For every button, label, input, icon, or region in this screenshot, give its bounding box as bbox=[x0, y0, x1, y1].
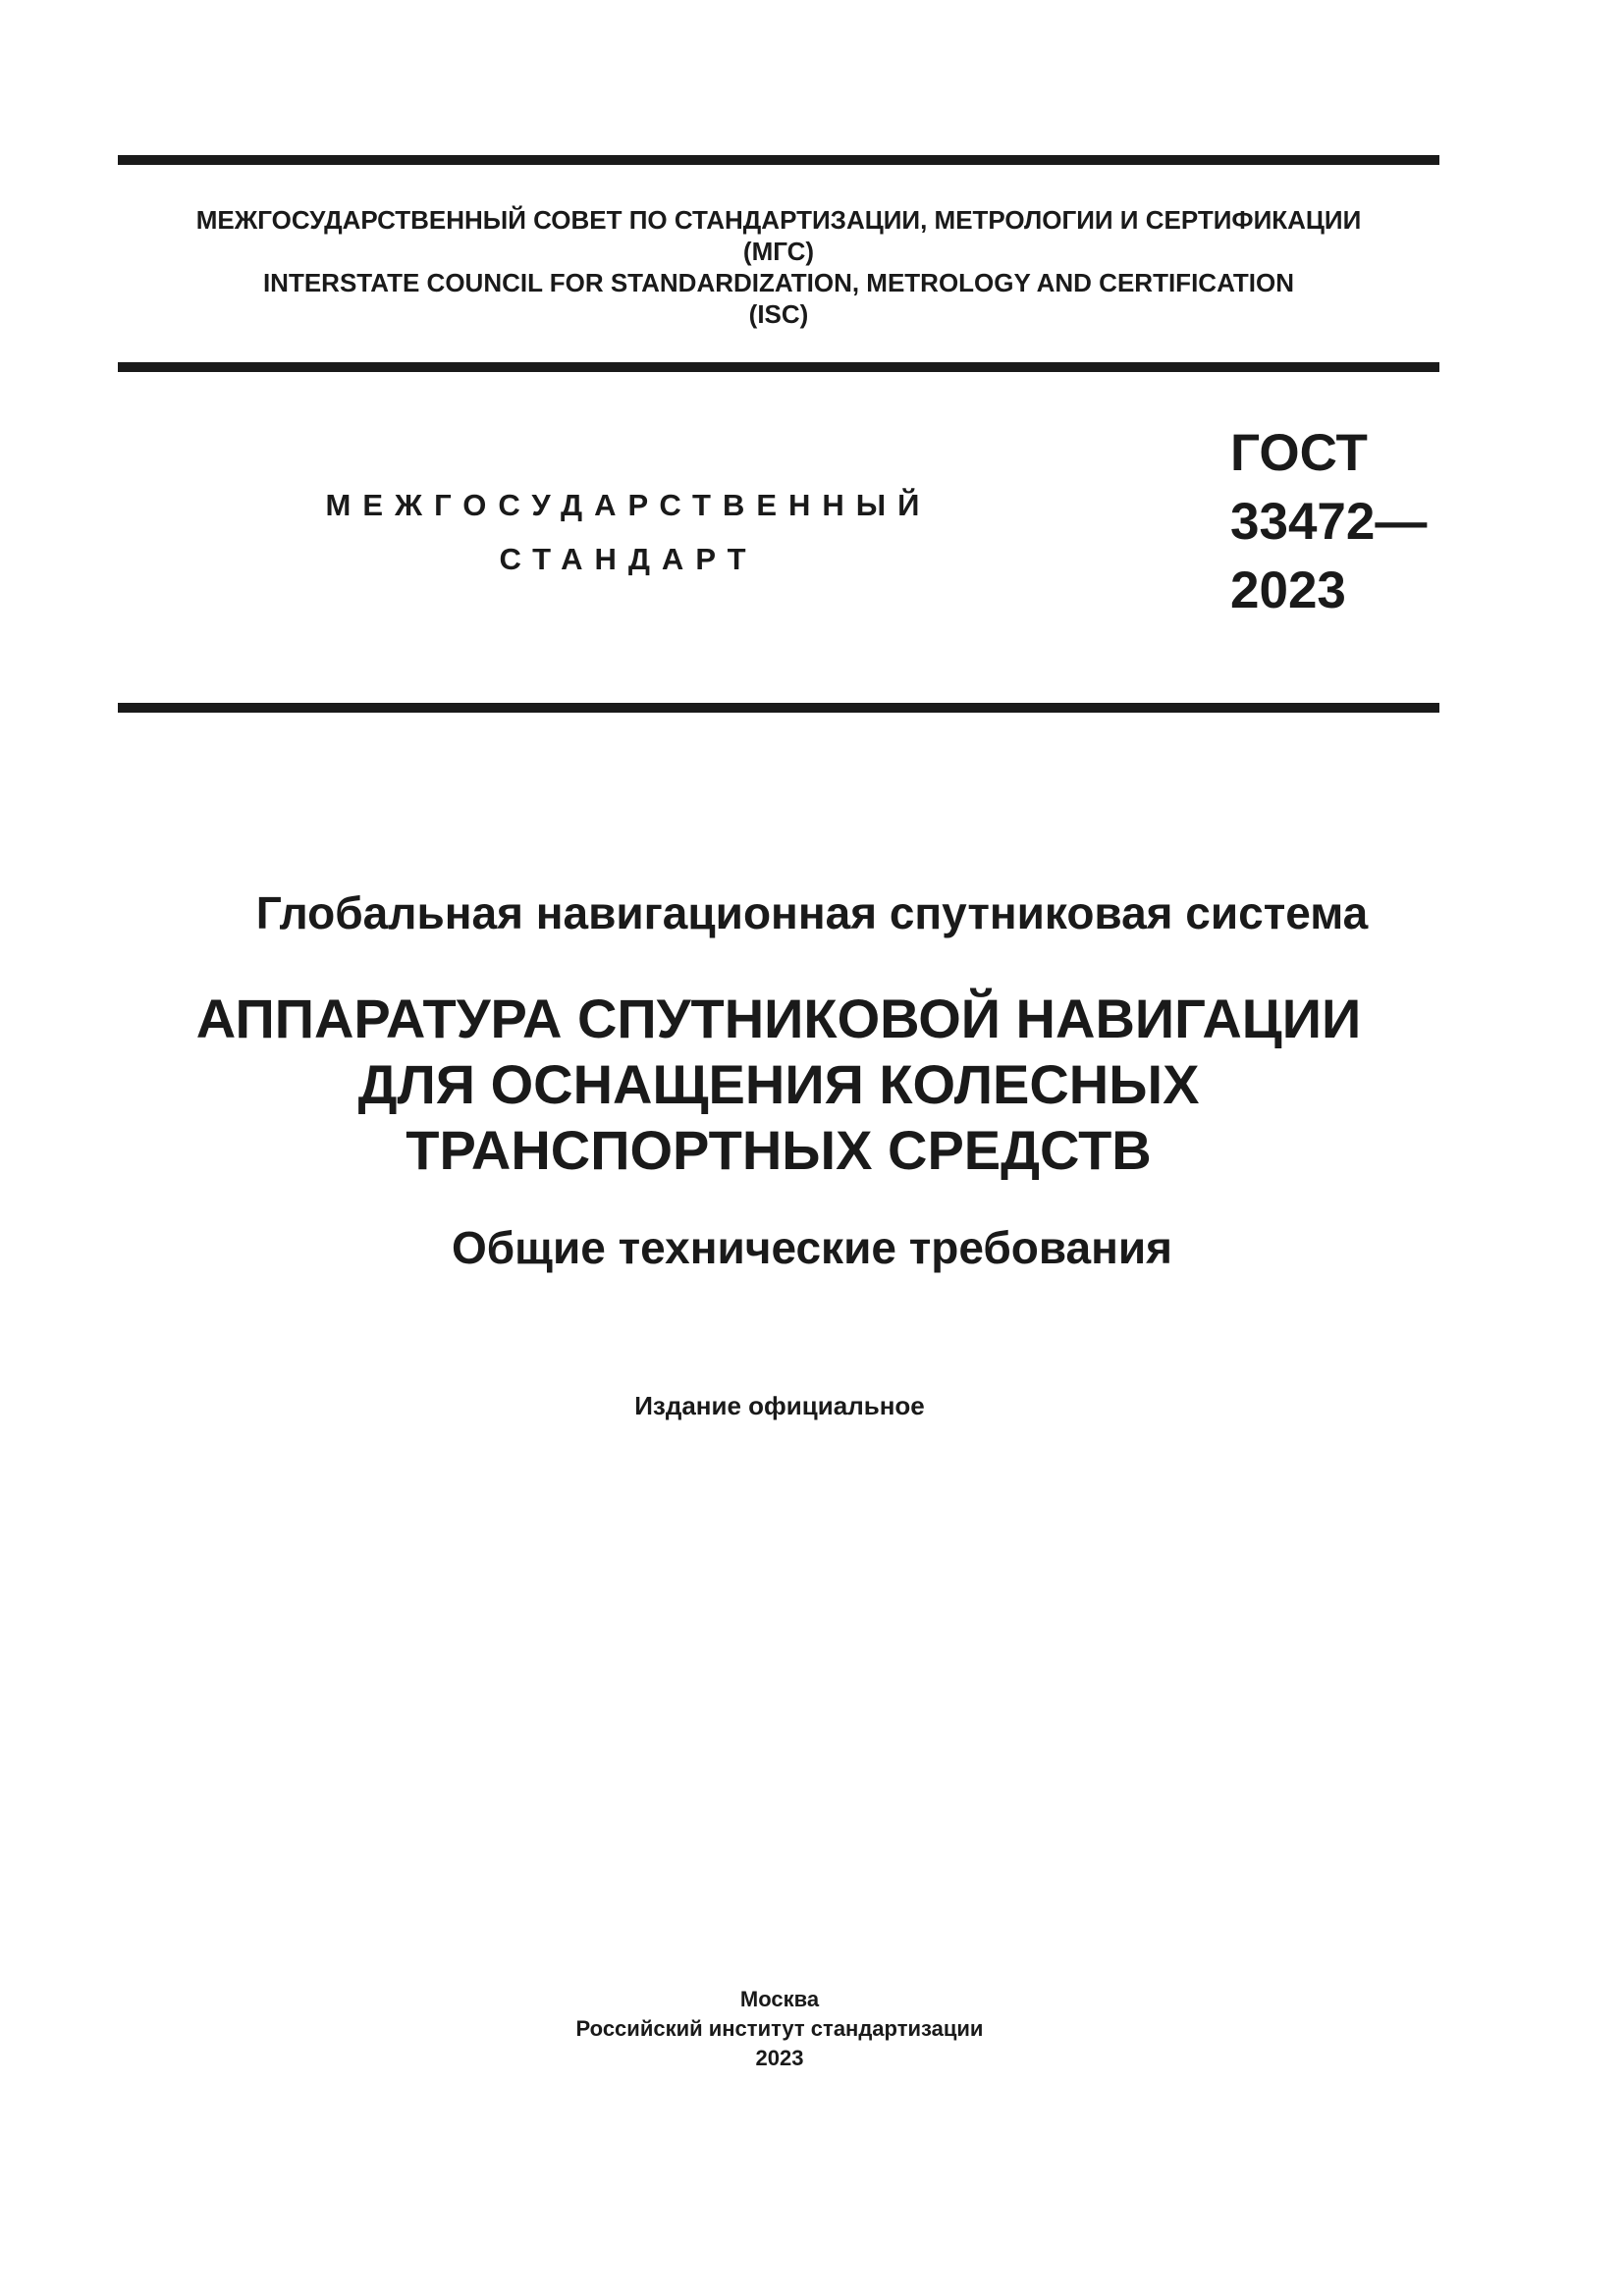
system-title: Глобальная навигационная спутниковая система bbox=[255, 887, 1369, 938]
imprint-year: 2023 bbox=[755, 2046, 804, 2070]
edition-note: Издание официальное bbox=[634, 1391, 925, 1420]
imprint bbox=[0, 1985, 1559, 2073]
top-rule bbox=[118, 155, 1439, 165]
main-title-line: ТРАНСПОРТНЫХ СРЕДСТВ bbox=[406, 1119, 1152, 1181]
standard-designation bbox=[1230, 419, 1427, 625]
council-name-ru: МЕЖГОСУДАРСТВЕННЫЙ СОВЕТ ПО СТАНДАРТИЗАЦИИ, МЕТРОЛОГИИ И СЕРТИФИКАЦИИ bbox=[195, 205, 1362, 235]
designation-number: 33472— bbox=[1230, 493, 1428, 551]
main-title-line: АППАРАТУРА СПУТНИКОВОЙ НАВИГАЦИИ bbox=[195, 988, 1362, 1049]
subtitle: Общие технические требования bbox=[451, 1222, 1172, 1273]
standard-type-line-2: СТАНДАРТ bbox=[499, 542, 758, 576]
main-title bbox=[118, 986, 1439, 1183]
designation-year: 2023 bbox=[1230, 561, 1346, 619]
council-header bbox=[118, 204, 1439, 330]
main-title-line: ДЛЯ ОСНАЩЕНИЯ КОЛЕСНЫХ bbox=[357, 1053, 1200, 1115]
council-abbr-ru: (МГС) bbox=[742, 237, 815, 266]
header-bottom-rule bbox=[118, 362, 1439, 372]
standard-type bbox=[295, 478, 962, 586]
designation-prefix: ГОСТ bbox=[1230, 424, 1368, 482]
council-name-en: INTERSTATE COUNCIL FOR STANDARDIZATION, METROLOGY AND CERTIFICATION bbox=[262, 268, 1295, 297]
imprint-city: Москва bbox=[739, 1987, 820, 2011]
designation-bottom-rule bbox=[118, 703, 1439, 713]
standard-type-line-1: МЕЖГОСУДАРСТВЕННЫЙ bbox=[325, 488, 932, 522]
council-abbr-en: (ISC) bbox=[748, 299, 809, 329]
imprint-publisher: Российский институт стандартизации bbox=[575, 2016, 984, 2041]
